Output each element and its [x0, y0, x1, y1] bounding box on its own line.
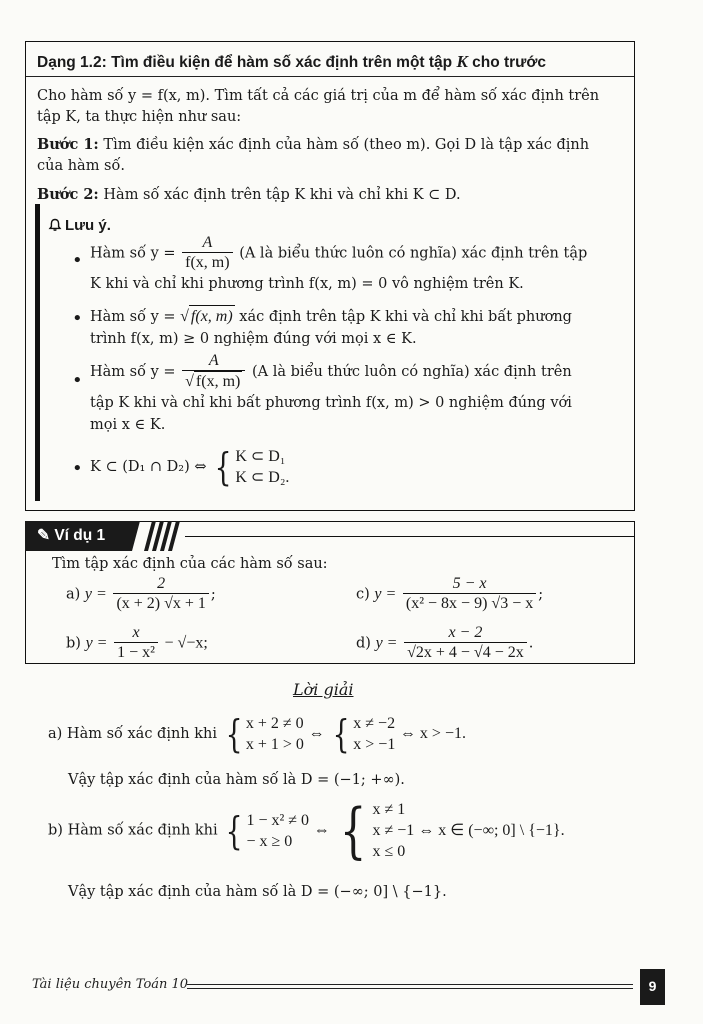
- note-sidebar: [35, 204, 40, 501]
- note-item-4: K ⊂ (D₁ ∩ D₂) ⇔ { K ⊂ D₁ K ⊂ D₂.: [90, 445, 290, 489]
- note-item-3: Hàm số y = $\frac{A}{√ f(x, m)}$ (A là biểu thức luôn có nghĩa) xác định trên tập K khi và chỉ khi bất phương trình f(x, m) > 0 nghiệm đúng với mọi x ∈ K.: [90, 352, 572, 433]
- method-title: Dạng 1.2: Tìm điều kiện để hàm số xác định trên một tập K cho trước: [37, 52, 547, 71]
- example-rule: [185, 536, 635, 537]
- step-2: Bước 2: Hàm số xác định trên tập K khi và chỉ khi K ⊂ D.: [37, 186, 461, 203]
- note-item-1: Hàm số y = $\frac{A}{f(x, m)}$ (A là biểu thức luôn có nghĩa) xác định trên tập K khi và chỉ khi phương trình f(x, m) = 0 vô nghiệm trên K.: [90, 234, 588, 292]
- exercise-c: c) y = $\frac{5 - x}{\text{(x² − 8x − 9) √3 − x}}$ ;: [356, 575, 544, 612]
- footer-rule: [187, 984, 633, 985]
- note-heading: Lưu ý.: [48, 217, 111, 234]
- example-intro: Tìm tập xác định của các hàm số sau:: [52, 556, 328, 572]
- bullet-dot: •: [72, 370, 83, 391]
- stripes-decoration: [132, 521, 192, 551]
- bullet-dot: •: [72, 458, 83, 479]
- solution-heading: Lời giải: [293, 680, 354, 699]
- bullet-dot: •: [72, 250, 83, 271]
- solution-b-conclusion: Vậy tập xác định của hàm số là D = (−∞; 0] \ {−1}.: [68, 884, 447, 900]
- note-item-2: Hàm số y = √ f(x, m) xác định trên tập K khi và chỉ khi bất phương trình f(x, m) ≥ 0 nghiệm đúng với mọi x ∈ K.: [90, 305, 624, 350]
- footer-rule: [187, 988, 633, 989]
- method-intro: Cho hàm số y = f(x, m). Tìm tất cả các giá trị của m để hàm số xác định trên tập K, ta thực hiện như sau:: [37, 88, 600, 125]
- solution-a-conclusion: Vậy tập xác định của hàm số là D = (−1; +∞).: [68, 772, 405, 788]
- page-number: 9: [640, 969, 665, 1005]
- step-1: Bước 1: Tìm điều kiện xác định của hàm số (theo m). Gọi D là tập xác định của hàm số.: [37, 136, 590, 174]
- method-box: [25, 41, 635, 511]
- title-divider: [26, 76, 634, 77]
- bell-icon: [48, 218, 62, 232]
- exercise-b: b) y = $\frac{x}{\text{1 − x²}}$ − √−x;: [66, 624, 208, 661]
- example-tab: ✎ Ví dụ 1: [25, 521, 132, 551]
- solution-b: b) Hàm số xác định khi { 1 − x² ≠ 0 − x ≥ 0 ⇔ { x ≠ 1 x ≠ −1 ⇔ x ∈ (−∞; 0] \ {−1}. x ≤ 0: [48, 795, 565, 866]
- solution-a: a) Hàm số xác định khi { x + 2 ≠ 0 x + 1 > 0 ⇔ { x ≠ −2 x > −1 ⇔ x > −1.: [48, 712, 466, 756]
- footer-title: Tài liệu chuyên Toán 10: [32, 977, 189, 992]
- exercise-a: a) y = $\frac{2}{(x + 2) √x + 1}$ ;: [66, 575, 216, 612]
- bullet-dot: •: [72, 308, 83, 329]
- exercise-d: d) y = $\frac{x - 2}{√2x + 4 - √4 - 2x}$ .: [356, 624, 534, 661]
- edit-icon: ✎: [37, 527, 50, 544]
